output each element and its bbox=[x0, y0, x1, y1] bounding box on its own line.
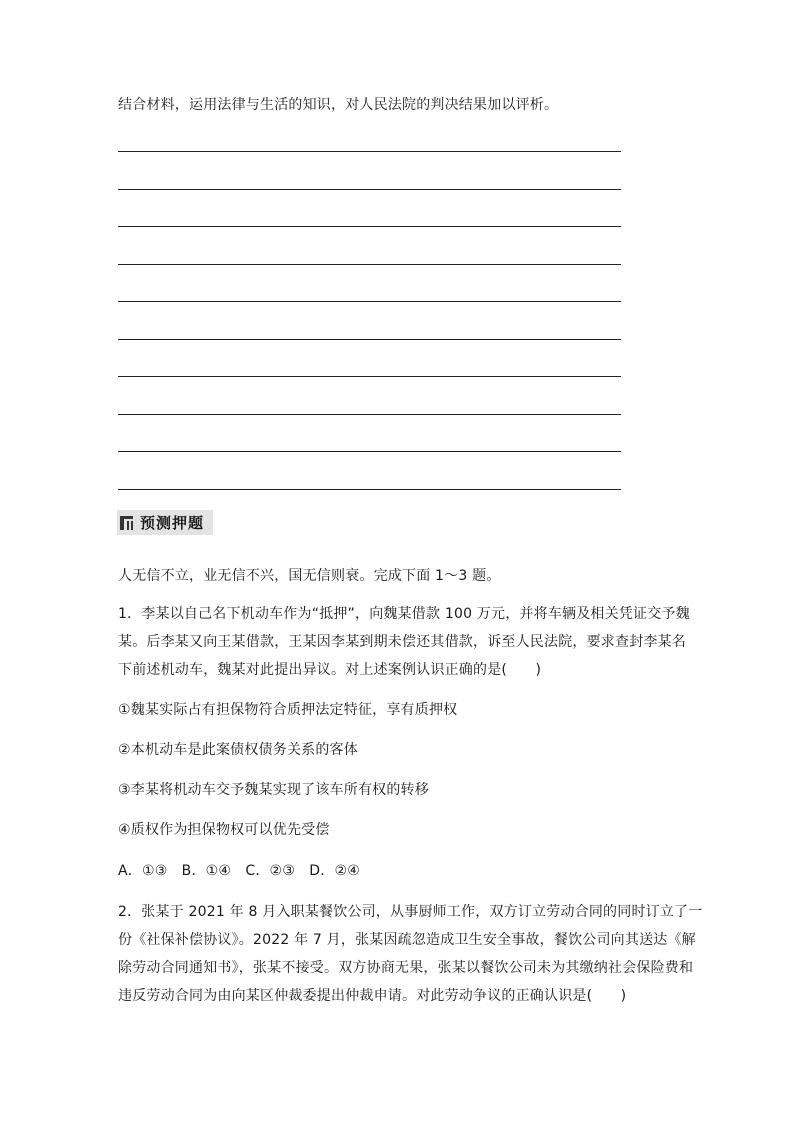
answer-line bbox=[118, 451, 621, 452]
q1-options: A．①③ B．①④ C．②③ D．②④ bbox=[118, 863, 360, 879]
q2-stem-line: 份《社保补偿协议》。2022 年 7 月，张某因疏忽造成卫生安全事故，餐饮公司向其送达《解 bbox=[118, 932, 696, 948]
q2-stem-line: 除劳动合同通知书》，张某不接受。双方协商无果，张某以餐饮公司未为其缴纳社会保险费和 bbox=[118, 960, 694, 976]
intro-prompt: 结合材料，运用法律与生活的知识，对人民法院的判决结果加以评析。 bbox=[118, 97, 559, 113]
q1-stem-line: 1．李某以自己名下机动车作为“抵押”，向魏某借款 100 万元，并将车辆及相关凭证交予魏 bbox=[118, 606, 690, 622]
q1-stem-line: 下前述机动车，魏某对此提出异议。对上述案例认识正确的是( ) bbox=[118, 662, 542, 678]
q1-statement: ③李某将机动车交予魏某实现了该车所有权的转移 bbox=[118, 782, 429, 798]
q1-statement: ①魏某实际占有担保物符合质押法定特征，享有质押权 bbox=[118, 702, 458, 718]
q1-statement: ②本机动车是此案债权债务关系的客体 bbox=[118, 742, 358, 758]
q2-stem-line: 2．张某于 2021 年 8 月入职某餐饮公司，从事厨师工作，双方订立劳动合同的同时订立了一 bbox=[118, 904, 703, 920]
answer-line bbox=[118, 489, 621, 490]
section-marker-icon bbox=[120, 516, 134, 530]
section-title: 预测押题 bbox=[140, 514, 205, 532]
answer-line bbox=[118, 339, 621, 340]
answer-line bbox=[118, 264, 621, 265]
q1-statement: ④质权作为担保物权可以优先受偿 bbox=[118, 822, 330, 838]
lead-in: 人无信不立，业无信不兴，国无信则衰。完成下面 1～3 题。 bbox=[118, 568, 501, 584]
section-header bbox=[117, 510, 213, 535]
answer-line bbox=[118, 151, 621, 152]
q2-stem-line: 违反劳动合同为由向某区仲裁委提出仲裁申请。对此劳动争议的正确认识是( ) bbox=[118, 988, 627, 1004]
q1-stem-line: 某。后李某又向王某借款，王某因李某到期未偿还其借款，诉至人民法院，要求查封李某名 bbox=[118, 634, 686, 650]
answer-lines[interactable] bbox=[118, 151, 621, 526]
answer-line bbox=[118, 376, 621, 377]
answer-line bbox=[118, 301, 621, 302]
answer-line bbox=[118, 189, 621, 190]
answer-line bbox=[118, 226, 621, 227]
answer-line bbox=[118, 414, 621, 415]
